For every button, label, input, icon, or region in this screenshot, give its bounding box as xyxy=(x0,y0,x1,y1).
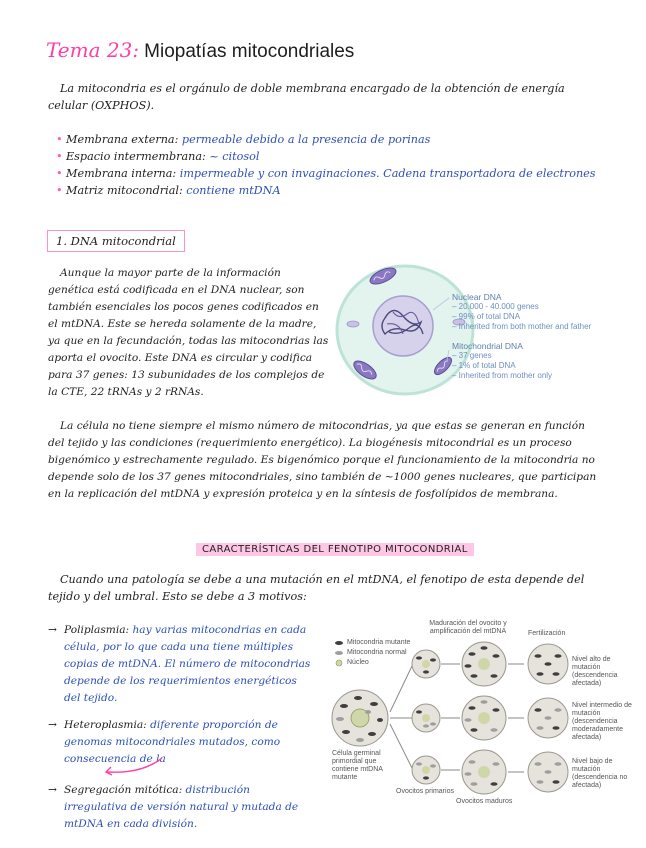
legend-text: 20.000 - 40.000 genes xyxy=(458,302,539,311)
legend-text: Inherited from both mother and father xyxy=(458,322,592,331)
outcome-low: Nivel bajo de mutación (descendencia no afectada) xyxy=(572,758,628,789)
oocyte-figure xyxy=(328,620,638,810)
legend-item: – 37 genes xyxy=(452,351,492,360)
nucleus-swatch-icon xyxy=(336,660,342,666)
part-item xyxy=(56,148,616,165)
section1-heading: 1. DNA mitocondrial xyxy=(47,230,185,252)
arrow-right-icon: → xyxy=(48,784,57,796)
part-desc: impermeable y con invaginaciones. Cadena transportadora de electrones xyxy=(179,167,596,180)
list-item xyxy=(48,717,316,768)
part-label: Espacio intermembrana: xyxy=(66,150,206,163)
germ-cell-label: Célula germinal primordial que contiene mtDNA mutante xyxy=(332,750,383,781)
outcome-high: Nivel alto de mutación (descendencia afectada) xyxy=(572,656,618,687)
arrow-right-icon: → xyxy=(48,719,57,731)
section1-paragraph-2: La célula no tiene siempre el mismo número de mitocondrias, ya que estas se generan en función del tejido y las condiciones (requerimiento energético). La biogénesis mitocondrial es un proceso bigenómico y estrechamente regulado. Es bigenómico porque el funcionamiento de la mitocondria no depende solo de los 37 genes mitocondriales, sino también de ~1000 genes nucleares, que participan en la replicación del mtDNA y expresión proteica y en la síntesis de fosfolípidos de membrana. xyxy=(48,420,597,500)
arrow-icon xyxy=(441,664,460,770)
legend-mutant: Mitocondria mutante xyxy=(347,639,411,646)
primary-oocyte-icon xyxy=(412,650,440,784)
mature-oocytes-label: Ovocitos maduros xyxy=(456,798,513,805)
arrow-icon xyxy=(508,664,524,772)
cell-legend xyxy=(452,292,622,381)
part-desc: contiene mtDNA xyxy=(186,184,281,197)
item-term: Heteroplasmia: xyxy=(64,719,147,731)
item-desc: diferente proporción de genomas mitocondriales mutados, como consecuencia de la xyxy=(64,719,281,765)
normal-swatch-icon xyxy=(335,651,343,655)
curved-arrow-icon xyxy=(92,754,172,784)
legend-item: – 20.000 - 40.000 genes xyxy=(452,302,539,311)
mito-parts-list xyxy=(56,131,616,199)
part-label: Matriz mitocondrial: xyxy=(66,184,183,197)
legend-text: 99% of total DNA xyxy=(458,312,521,321)
nuclear-dna-title: Nuclear DNA xyxy=(452,292,502,302)
part-desc: ~ citosol xyxy=(209,150,260,163)
legend-text: 37 genes xyxy=(458,351,492,360)
section1-paragraph-1: Aunque la mayor parte de la información genética está codificada en el DNA nuclear, son también esenciales los pocos genes codificados en el mtDNA. Este se hereda solamente de la madre, ya que en la fecundación, todas las mitocondrias las aporta el ovocito. Este DNA es circular y codifica para 37 genes: 13 subunidades de los complejos de la CTE, 22 tRNAs y 2 rRNAs. xyxy=(48,267,329,398)
part-item xyxy=(56,131,616,148)
mutant-swatch-icon xyxy=(335,641,343,645)
figure-top-label: Maduración del ovocito y amplificación del mtDNA xyxy=(429,620,507,635)
list-item xyxy=(48,622,316,707)
legend-item: – 99% of total DNA xyxy=(452,312,521,321)
list-item xyxy=(48,782,316,833)
legend-item: – Inherited from mother only xyxy=(452,371,553,380)
title-number: Tema 23: xyxy=(46,38,140,62)
mature-oocyte-icon xyxy=(462,642,506,794)
legend-normal: Mitocondria normal xyxy=(347,649,407,656)
vesicle-icon xyxy=(347,321,359,327)
cell-illustration xyxy=(335,258,620,398)
item-term: Poliplasmia: xyxy=(64,624,130,636)
part-item xyxy=(56,165,616,182)
item-desc: hay varias mitocondrias en cada célula, por lo que cada una tiene múltiples copias de mtDNA. El número de mitocondrias depende de los requerimientos energéticos del tejido. xyxy=(64,624,311,704)
part-label: Membrana interna: xyxy=(66,167,177,180)
item-desc: distribución irregulativa de versión natural y mutada de mtDNA en cada división. xyxy=(64,784,299,830)
mito-dna-title: Mitochondrial DNA xyxy=(452,341,523,351)
page-title xyxy=(46,38,354,63)
item-term: Segregación mitótica: xyxy=(64,784,183,796)
intro-paragraph: La mitocondria es el orgánulo de doble membrana encargado de la obtención de energía celular (OXPHOS). xyxy=(48,82,565,112)
legend-text: 1% of total DNA xyxy=(458,361,516,370)
phenotype-intro: Cuando una patología se debe a una mutación en el mtDNA, el fenotipo de esta depende del tejido y del umbral. Esto se debe a 3 motivos: xyxy=(48,573,585,603)
legend-text: Inherited from mother only xyxy=(458,371,553,380)
part-label: Membrana externa: xyxy=(66,133,179,146)
part-desc: permeable debido a la presencia de porinas xyxy=(181,133,431,146)
arrow-right-icon: → xyxy=(48,624,57,636)
phenotype-list xyxy=(48,622,316,833)
title-text: Miopatías mitocondriales xyxy=(144,41,355,62)
primary-oocytes-label: Ovocitos primarios xyxy=(396,788,454,795)
fertilized-cell-icon xyxy=(528,644,568,792)
legend-item: – 1% of total DNA xyxy=(452,361,516,370)
outcome-intermediate: Nivel intermedio de mutación (descendencia moderadamente afectada) xyxy=(572,702,632,741)
figure-fert-label: Fertilización xyxy=(528,630,566,637)
part-item xyxy=(56,182,616,199)
legend-nucleus: Núcleo xyxy=(347,659,369,666)
phenotype-heading: CARACTERÍSTICAS DEL FENOTIPO MITOCONDRIAL xyxy=(196,543,474,556)
legend-item: – Inherited from both mother and father xyxy=(452,322,592,331)
